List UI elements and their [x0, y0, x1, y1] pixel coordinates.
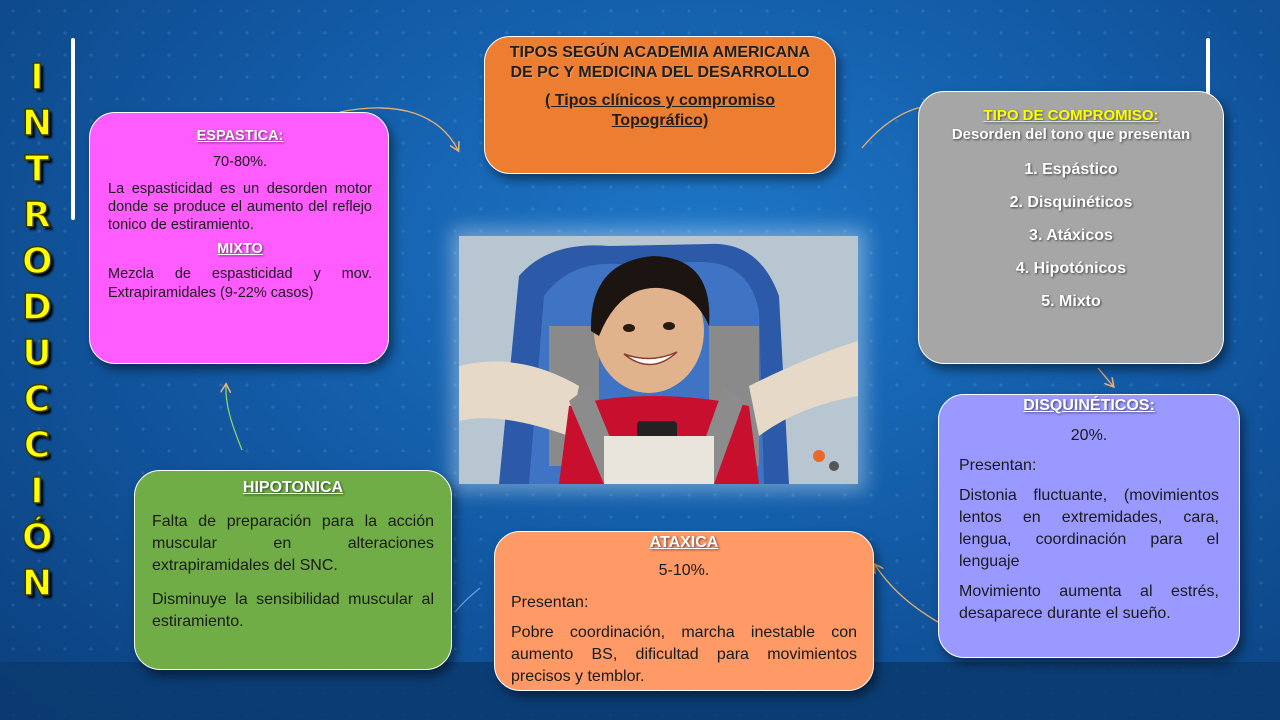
types-subheading: ( Tipos clínicos y compromiso Topográfico)	[545, 92, 775, 129]
espastica-percent: 70-80%.	[212, 154, 267, 170]
child-photo	[459, 236, 858, 484]
title-letter: T	[24, 149, 50, 190]
title-letter: D	[22, 287, 52, 328]
compromiso-item: 2. Disquinéticos	[1009, 194, 1133, 211]
left-divider	[71, 38, 75, 220]
title-letter: C	[23, 379, 51, 420]
espastica-description: La espasticidad es un desorden motor donde se produce el aumento del reflejo tonico de estiramiento.	[108, 181, 372, 233]
ataxica-percent: 5-10%.	[658, 562, 710, 579]
types-heading: TIPOS SEGÚN ACADEMIA AMERICANA DE PC Y MEDICINA DEL DESARROLLO	[509, 44, 811, 81]
ataxica-box	[494, 531, 874, 691]
mixto-description: Mezcla de espasticidad y mov. Extrapiramidales (9-22% casos)	[108, 266, 372, 301]
title-letter: I	[30, 471, 44, 512]
disquineticos-para2: Movimiento aumenta al estrés, desaparece durante el sueño.	[959, 583, 1219, 622]
hipotonica-para2: Disminuye la sensibilidad muscular al estiramiento.	[152, 591, 434, 630]
espastica-heading: ESPASTICA:	[196, 128, 284, 144]
disquineticos-presentan: Presentan:	[959, 457, 1037, 474]
disquineticos-para1: Distonia fluctuante, (movimientos lentos en extremidades, cara, lengua, coordinación para el lenguaje	[959, 487, 1219, 570]
compromiso-box	[918, 91, 1224, 364]
hipotonica-heading: HIPOTONICA	[242, 479, 344, 496]
compromiso-item: 1. Espástico	[1024, 161, 1118, 178]
title-letter: R	[23, 195, 51, 236]
compromiso-item: 5. Mixto	[1041, 293, 1101, 310]
title-letter: I	[30, 57, 44, 98]
hipotonica-para1: Falta de preparación para la acción muscular en alteraciones extrapiramidales del SNC.	[152, 513, 434, 574]
title-letter: N	[22, 103, 53, 144]
mixto-heading: MIXTO	[217, 241, 263, 257]
hipotonica-box	[134, 470, 452, 670]
disquineticos-heading: DISQUINÉTICOS:	[1023, 397, 1155, 414]
title-letter: C	[23, 425, 51, 466]
title-letter: U	[22, 333, 52, 374]
vertical-title	[22, 55, 52, 607]
types-title-box	[484, 36, 836, 174]
compromiso-subheading: Desorden del tono que presentan	[951, 126, 1191, 143]
compromiso-heading: TIPO DE COMPROMISO:	[983, 107, 1159, 124]
disquineticos-box	[938, 394, 1240, 658]
compromiso-item: 4. Hipotónicos	[1015, 260, 1127, 277]
ataxica-description: Pobre coordinación, marcha inestable con aumento BS, dificultad para movimientos precisos y temblor.	[511, 624, 857, 685]
disquineticos-percent: 20%.	[1070, 427, 1108, 444]
ataxica-heading: ATAXICA	[649, 534, 719, 551]
compromiso-item: 3. Atáxicos	[1029, 227, 1113, 244]
title-letter: Ó	[22, 517, 53, 558]
espastica-box	[89, 112, 389, 364]
ataxica-presentan: Presentan:	[511, 594, 589, 611]
title-letter: N	[22, 563, 53, 604]
title-letter: O	[22, 241, 53, 282]
